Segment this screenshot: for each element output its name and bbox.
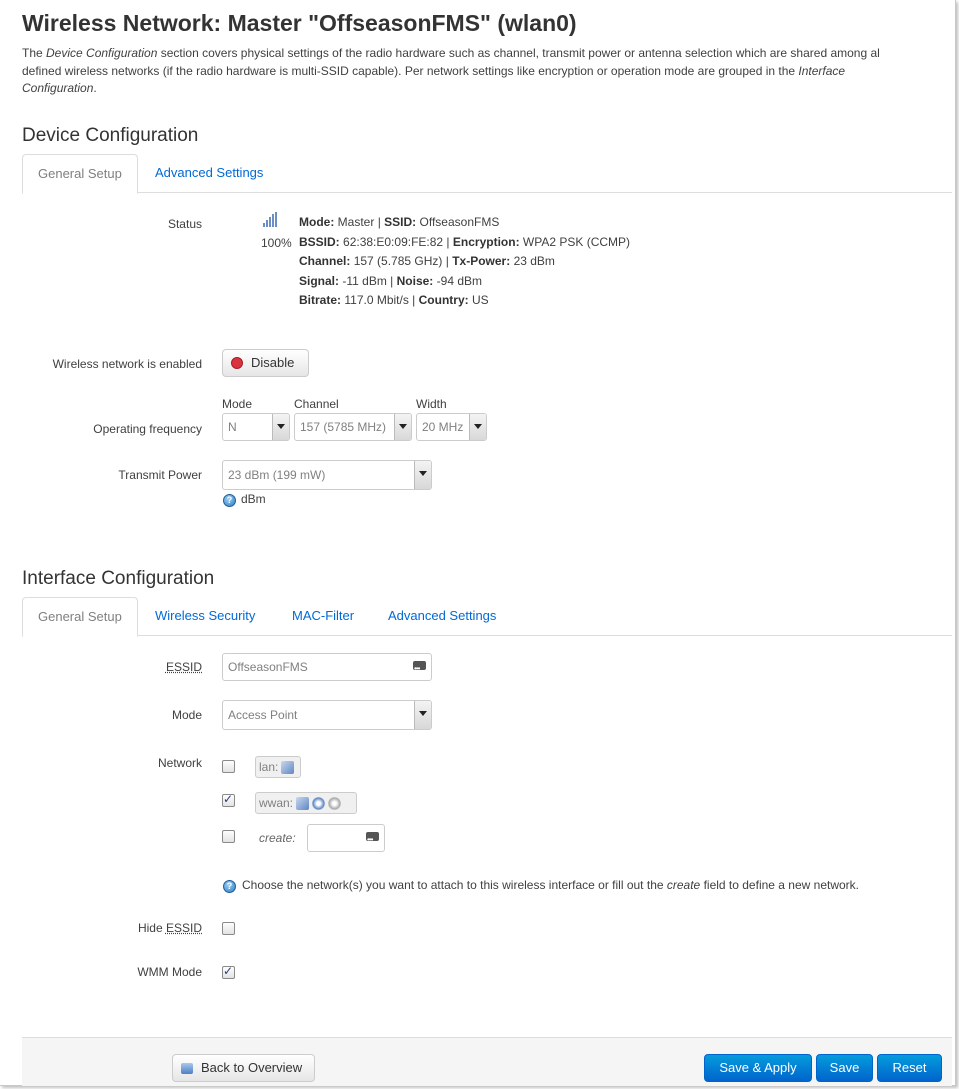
- freq-mode-label: Mode: [222, 397, 253, 411]
- save-button[interactable]: Save: [816, 1054, 873, 1082]
- network-lan-badge: lan:: [255, 756, 301, 778]
- network-label: Network: [157, 756, 202, 770]
- status-label: Status: [167, 217, 202, 231]
- disable-button[interactable]: [222, 349, 309, 377]
- wmm-mode-checkbox[interactable]: [222, 966, 235, 979]
- hide-essid-checkbox[interactable]: [222, 922, 235, 935]
- mode-label: Mode: [171, 708, 202, 722]
- back-to-overview-button[interactable]: [172, 1054, 315, 1082]
- tab-iface-mac-filter[interactable]: MAC-Filter: [292, 608, 355, 623]
- chevron-down-icon: [414, 461, 431, 489]
- freq-mode-select[interactable]: N: [222, 413, 290, 441]
- network-create-input[interactable]: [307, 824, 385, 852]
- save-apply-button[interactable]: Save & Apply: [704, 1054, 812, 1082]
- chevron-down-icon: [272, 414, 289, 440]
- essid-label: ESSID: [165, 660, 202, 674]
- device-config-heading: Device Configuration: [22, 125, 199, 146]
- freq-width-select[interactable]: 20 MHz: [416, 413, 487, 441]
- network-create-label: create:: [259, 831, 296, 845]
- back-arrow-icon: [181, 1063, 193, 1074]
- keyboard-icon: [413, 661, 426, 670]
- tab-iface-advanced-settings[interactable]: Advanced Settings: [388, 608, 497, 623]
- help-icon: ?: [223, 494, 236, 507]
- mode-select[interactable]: Access Point: [222, 700, 432, 730]
- status-line-bssid: BSSID: 62:38:E0:09:FE:82 | Encryption: WPA2 PSK (CCMP): [299, 234, 631, 249]
- signal-strength-icon: [262, 212, 278, 228]
- transmit-power-help: dBm: [241, 492, 266, 506]
- essid-input[interactable]: OffseasonFMS •••: [222, 653, 432, 681]
- disable-button-label: Disable: [251, 355, 295, 370]
- network-help-text: Choose the network(s) you want to attach to this wireless interface or fill out the create field to define a new network.: [242, 878, 859, 892]
- wireless-icon: [312, 797, 325, 810]
- operating-frequency-label: Operating frequency: [93, 422, 202, 436]
- keyboard-icon: [366, 832, 379, 841]
- page-description: The Device Configuration section covers physical settings of the radio hardware such as channel, transmit power or antenna selection which are shared among al defined wireless networks (if the radio hardware is multi-SSID capable). Per network settings like encryption or operation mode are grouped in the Interface Configuration.: [22, 46, 880, 95]
- footer-bar: [22, 1037, 952, 1086]
- transmit-power-select[interactable]: 23 dBm (199 mW): [222, 460, 432, 490]
- status-line-signal: Signal: -11 dBm | Noise: -94 dBm: [299, 273, 483, 288]
- reset-button[interactable]: Reset: [877, 1054, 942, 1082]
- page-title: Wireless Network: Master "OffseasonFMS" (wlan0): [22, 10, 577, 36]
- tab-device-general-setup[interactable]: General Setup: [22, 154, 138, 194]
- freq-width-label: Width: [416, 397, 447, 411]
- hide-essid-label: Hide ESSID: [137, 921, 202, 935]
- network-wwan-badge: wwan:: [255, 792, 357, 814]
- status-line-channel: Channel: 157 (5.785 GHz) | Tx-Power: 23 dBm: [299, 254, 555, 268]
- chevron-down-icon: [469, 414, 486, 440]
- tab-iface-wireless-security[interactable]: Wireless Security: [155, 608, 256, 623]
- help-icon: ?: [223, 880, 236, 893]
- wireless-enabled-label: Wireless network is enabled: [52, 357, 202, 371]
- device-tabs: [22, 154, 952, 193]
- tab-device-advanced-settings[interactable]: Advanced Settings: [155, 165, 264, 180]
- network-wwan-checkbox[interactable]: [222, 794, 235, 807]
- network-lan-checkbox[interactable]: [222, 760, 235, 773]
- ethernet-icon: [281, 761, 294, 774]
- disable-icon: [231, 357, 243, 369]
- chevron-down-icon: [394, 414, 411, 440]
- signal-percent: 100%: [261, 236, 292, 250]
- status-line-mode: Mode: Master | SSID: OffseasonFMS: [299, 215, 500, 229]
- ethernet-icon: [296, 797, 309, 810]
- interface-config-heading: Interface Configuration: [22, 568, 215, 589]
- freq-channel-label: Channel: [294, 397, 339, 411]
- interface-tabs: [22, 597, 952, 636]
- status-details: [299, 213, 630, 311]
- network-create-checkbox[interactable]: [222, 830, 235, 843]
- transmit-power-label: Transmit Power: [118, 468, 202, 482]
- wireless-disabled-icon: [328, 797, 341, 810]
- back-button-label: Back to Overview: [201, 1060, 303, 1075]
- wmm-mode-label: WMM Mode: [137, 965, 202, 979]
- tab-iface-general-setup[interactable]: General Setup: [22, 597, 138, 637]
- freq-channel-select[interactable]: 157 (5785 MHz): [294, 413, 412, 441]
- status-line-bitrate: Bitrate: 117.0 Mbit/s | Country: US: [299, 293, 489, 307]
- chevron-down-icon: [414, 701, 431, 729]
